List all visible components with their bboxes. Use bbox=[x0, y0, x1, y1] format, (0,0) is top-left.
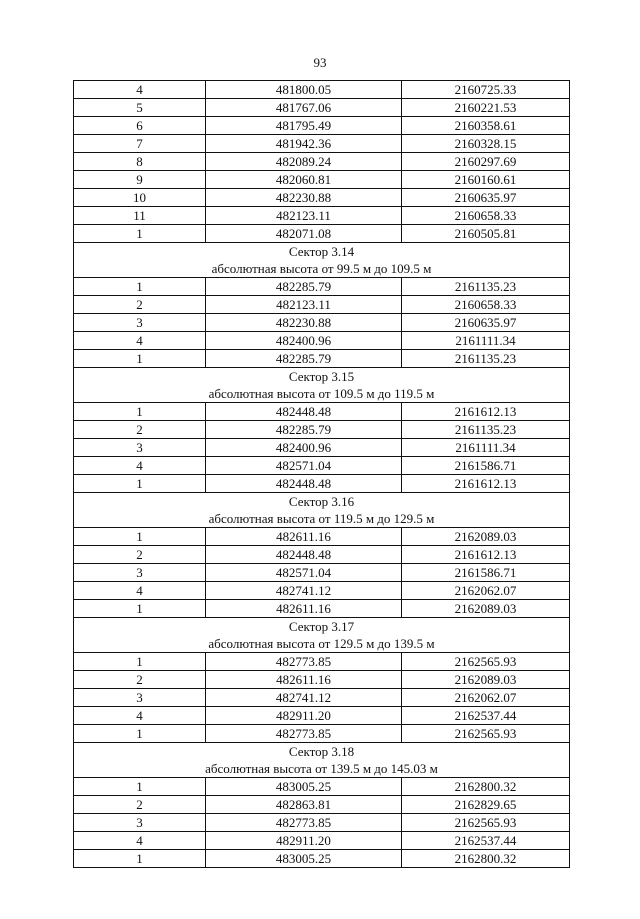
y-coordinate-cell: 2161612.13 bbox=[402, 546, 570, 564]
y-coordinate-cell: 2160635.97 bbox=[402, 189, 570, 207]
point-number-cell: 3 bbox=[74, 564, 206, 582]
y-coordinate-cell: 2162565.93 bbox=[402, 653, 570, 671]
point-number-cell: 4 bbox=[74, 332, 206, 350]
sector-title: Сектор 3.16 bbox=[288, 494, 355, 509]
sector-altitude-range: абсолютная высота от 129.5 м до 139.5 м bbox=[208, 636, 435, 651]
y-coordinate-cell: 2162089.03 bbox=[402, 528, 570, 546]
table-row bbox=[74, 814, 570, 832]
y-coordinate-cell: 2160505.81 bbox=[402, 225, 570, 243]
table-row bbox=[74, 225, 570, 243]
y-coordinate-cell: 2162062.07 bbox=[402, 582, 570, 600]
x-coordinate-cell: 482285.79 bbox=[206, 350, 402, 368]
point-number-cell: 6 bbox=[74, 117, 206, 135]
x-coordinate-cell: 481942.36 bbox=[206, 135, 402, 153]
table-row bbox=[74, 778, 570, 796]
y-coordinate-cell: 2160297.69 bbox=[402, 153, 570, 171]
point-number-cell: 1 bbox=[74, 225, 206, 243]
table-row bbox=[74, 796, 570, 814]
table-row bbox=[74, 296, 570, 314]
point-number-cell: 1 bbox=[74, 850, 206, 868]
sector-header-cell bbox=[74, 368, 570, 403]
table-row bbox=[74, 117, 570, 135]
sector-header-cell bbox=[74, 493, 570, 528]
x-coordinate-cell: 481795.49 bbox=[206, 117, 402, 135]
table-row bbox=[74, 314, 570, 332]
table-row bbox=[74, 153, 570, 171]
table-row bbox=[74, 99, 570, 117]
point-number-cell: 1 bbox=[74, 725, 206, 743]
y-coordinate-cell: 2162089.03 bbox=[402, 671, 570, 689]
point-number-cell: 1 bbox=[74, 653, 206, 671]
table-row bbox=[74, 403, 570, 421]
x-coordinate-cell: 482230.88 bbox=[206, 189, 402, 207]
sector-header-row bbox=[74, 743, 570, 778]
x-coordinate-cell: 482741.12 bbox=[206, 582, 402, 600]
point-number-cell: 4 bbox=[74, 81, 206, 99]
x-coordinate-cell: 482448.48 bbox=[206, 403, 402, 421]
x-coordinate-cell: 482773.85 bbox=[206, 725, 402, 743]
table-row bbox=[74, 689, 570, 707]
table-row bbox=[74, 528, 570, 546]
sector-altitude-range: абсолютная высота от 109.5 м до 119.5 м bbox=[208, 386, 435, 401]
x-coordinate-cell: 482285.79 bbox=[206, 278, 402, 296]
point-number-cell: 3 bbox=[74, 814, 206, 832]
y-coordinate-cell: 2162537.44 bbox=[402, 832, 570, 850]
x-coordinate-cell: 482773.85 bbox=[206, 814, 402, 832]
coordinates-table-body bbox=[74, 81, 570, 868]
point-number-cell: 4 bbox=[74, 582, 206, 600]
table-row bbox=[74, 439, 570, 457]
point-number-cell: 2 bbox=[74, 671, 206, 689]
point-number-cell: 5 bbox=[74, 99, 206, 117]
point-number-cell: 4 bbox=[74, 457, 206, 475]
table-row bbox=[74, 81, 570, 99]
sector-header-row bbox=[74, 493, 570, 528]
table-row bbox=[74, 546, 570, 564]
sector-altitude-range: абсолютная высота от 139.5 м до 145.03 м bbox=[205, 761, 438, 776]
y-coordinate-cell: 2162062.07 bbox=[402, 689, 570, 707]
x-coordinate-cell: 483005.25 bbox=[206, 778, 402, 796]
y-coordinate-cell: 2161586.71 bbox=[402, 457, 570, 475]
table-row bbox=[74, 725, 570, 743]
table-row bbox=[74, 653, 570, 671]
y-coordinate-cell: 2160358.61 bbox=[402, 117, 570, 135]
table-row bbox=[74, 582, 570, 600]
y-coordinate-cell: 2160221.53 bbox=[402, 99, 570, 117]
y-coordinate-cell: 2161612.13 bbox=[402, 475, 570, 493]
table-row bbox=[74, 671, 570, 689]
point-number-cell: 1 bbox=[74, 528, 206, 546]
y-coordinate-cell: 2160658.33 bbox=[402, 296, 570, 314]
x-coordinate-cell: 482571.04 bbox=[206, 564, 402, 582]
sector-header-row bbox=[74, 368, 570, 403]
x-coordinate-cell: 481767.06 bbox=[206, 99, 402, 117]
point-number-cell: 11 bbox=[74, 207, 206, 225]
x-coordinate-cell: 482060.81 bbox=[206, 171, 402, 189]
sector-title: Сектор 3.14 bbox=[288, 244, 355, 259]
x-coordinate-cell: 482773.85 bbox=[206, 653, 402, 671]
y-coordinate-cell: 2162800.32 bbox=[402, 778, 570, 796]
table-row bbox=[74, 707, 570, 725]
sector-title: Сектор 3.15 bbox=[288, 369, 355, 384]
page-number: 93 bbox=[313, 55, 327, 70]
point-number-cell: 2 bbox=[74, 796, 206, 814]
table-row bbox=[74, 564, 570, 582]
sector-title: Сектор 3.18 bbox=[288, 744, 355, 759]
x-coordinate-cell: 482400.96 bbox=[206, 439, 402, 457]
sector-header-cell bbox=[74, 243, 570, 278]
point-number-cell: 2 bbox=[74, 421, 206, 439]
sector-header-cell bbox=[74, 743, 570, 778]
table-row bbox=[74, 350, 570, 368]
point-number-cell: 2 bbox=[74, 296, 206, 314]
sector-title: Сектор 3.17 bbox=[288, 619, 355, 634]
point-number-cell: 1 bbox=[74, 778, 206, 796]
table-row bbox=[74, 832, 570, 850]
sector-altitude-range: абсолютная высота от 119.5 м до 129.5 м bbox=[208, 511, 435, 526]
y-coordinate-cell: 2162829.65 bbox=[402, 796, 570, 814]
x-coordinate-cell: 482863.81 bbox=[206, 796, 402, 814]
y-coordinate-cell: 2161135.23 bbox=[402, 350, 570, 368]
table-row bbox=[74, 600, 570, 618]
table-row bbox=[74, 135, 570, 153]
table-row bbox=[74, 171, 570, 189]
table-row bbox=[74, 189, 570, 207]
table-row bbox=[74, 332, 570, 350]
x-coordinate-cell: 482071.08 bbox=[206, 225, 402, 243]
y-coordinate-cell: 2161586.71 bbox=[402, 564, 570, 582]
point-number-cell: 1 bbox=[74, 600, 206, 618]
sector-header-row bbox=[74, 243, 570, 278]
x-coordinate-cell: 482611.16 bbox=[206, 528, 402, 546]
point-number-cell: 3 bbox=[74, 689, 206, 707]
y-coordinate-cell: 2160160.61 bbox=[402, 171, 570, 189]
point-number-cell: 10 bbox=[74, 189, 206, 207]
y-coordinate-cell: 2162565.93 bbox=[402, 814, 570, 832]
point-number-cell: 7 bbox=[74, 135, 206, 153]
y-coordinate-cell: 2160658.33 bbox=[402, 207, 570, 225]
point-number-cell: 4 bbox=[74, 707, 206, 725]
point-number-cell: 9 bbox=[74, 171, 206, 189]
point-number-cell: 3 bbox=[74, 439, 206, 457]
x-coordinate-cell: 482911.20 bbox=[206, 707, 402, 725]
x-coordinate-cell: 482611.16 bbox=[206, 600, 402, 618]
x-coordinate-cell: 483005.25 bbox=[206, 850, 402, 868]
y-coordinate-cell: 2161612.13 bbox=[402, 403, 570, 421]
y-coordinate-cell: 2161111.34 bbox=[402, 332, 570, 350]
x-coordinate-cell: 482089.24 bbox=[206, 153, 402, 171]
sector-header-cell bbox=[74, 618, 570, 653]
y-coordinate-cell: 2162089.03 bbox=[402, 600, 570, 618]
sector-altitude-range: абсолютная высота от 99.5 м до 109.5 м bbox=[211, 261, 432, 276]
point-number-cell: 4 bbox=[74, 832, 206, 850]
x-coordinate-cell: 482123.11 bbox=[206, 296, 402, 314]
x-coordinate-cell: 482448.48 bbox=[206, 475, 402, 493]
y-coordinate-cell: 2161111.34 bbox=[402, 439, 570, 457]
x-coordinate-cell: 481800.05 bbox=[206, 81, 402, 99]
point-number-cell: 2 bbox=[74, 546, 206, 564]
point-number-cell: 8 bbox=[74, 153, 206, 171]
y-coordinate-cell: 2160328.15 bbox=[402, 135, 570, 153]
y-coordinate-cell: 2160635.97 bbox=[402, 314, 570, 332]
y-coordinate-cell: 2161135.23 bbox=[402, 421, 570, 439]
coordinates-table bbox=[73, 80, 570, 868]
y-coordinate-cell: 2162537.44 bbox=[402, 707, 570, 725]
sector-header-row bbox=[74, 618, 570, 653]
x-coordinate-cell: 482285.79 bbox=[206, 421, 402, 439]
point-number-cell: 1 bbox=[74, 403, 206, 421]
point-number-cell: 1 bbox=[74, 475, 206, 493]
x-coordinate-cell: 482400.96 bbox=[206, 332, 402, 350]
x-coordinate-cell: 482911.20 bbox=[206, 832, 402, 850]
y-coordinate-cell: 2160725.33 bbox=[402, 81, 570, 99]
table-row bbox=[74, 457, 570, 475]
y-coordinate-cell: 2161135.23 bbox=[402, 278, 570, 296]
table-row bbox=[74, 475, 570, 493]
point-number-cell: 1 bbox=[74, 278, 206, 296]
x-coordinate-cell: 482123.11 bbox=[206, 207, 402, 225]
y-coordinate-cell: 2162800.32 bbox=[402, 850, 570, 868]
table-row bbox=[74, 278, 570, 296]
table-row bbox=[74, 850, 570, 868]
y-coordinate-cell: 2162565.93 bbox=[402, 725, 570, 743]
point-number-cell: 3 bbox=[74, 314, 206, 332]
point-number-cell: 1 bbox=[74, 350, 206, 368]
table-row bbox=[74, 421, 570, 439]
x-coordinate-cell: 482611.16 bbox=[206, 671, 402, 689]
table-row bbox=[74, 207, 570, 225]
x-coordinate-cell: 482230.88 bbox=[206, 314, 402, 332]
x-coordinate-cell: 482571.04 bbox=[206, 457, 402, 475]
x-coordinate-cell: 482448.48 bbox=[206, 546, 402, 564]
x-coordinate-cell: 482741.12 bbox=[206, 689, 402, 707]
